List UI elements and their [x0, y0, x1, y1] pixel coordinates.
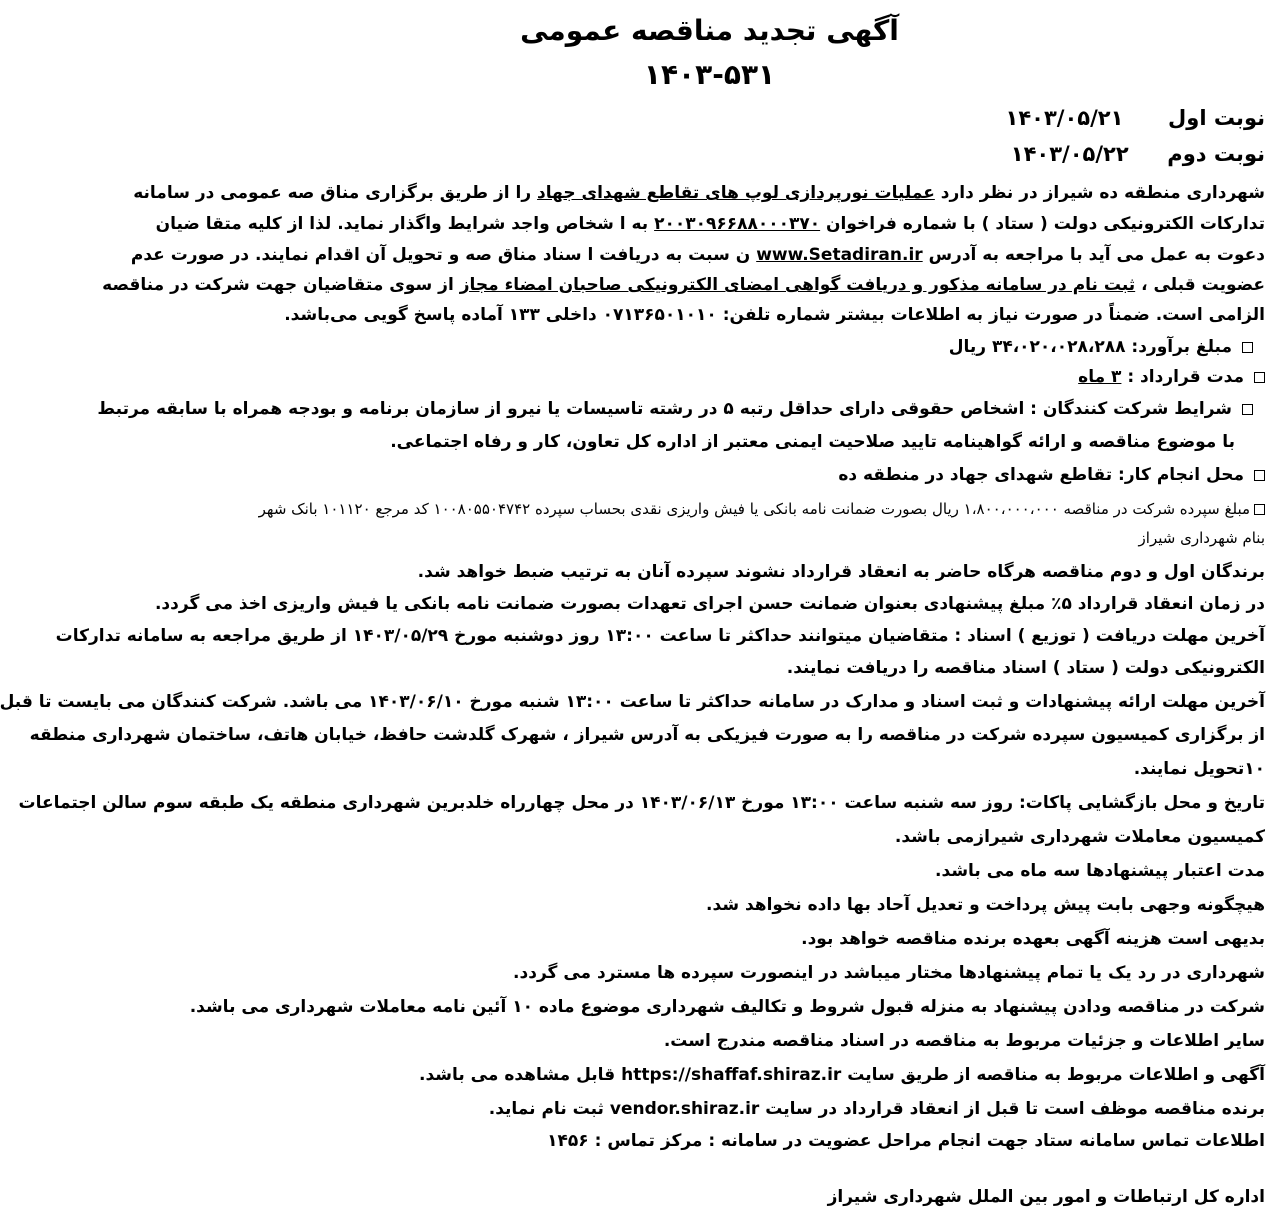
- call-number: ۲۰۰۳۰۹۶۶۸۸۰۰۰۳۷۰: [654, 214, 821, 234]
- paragraph-line: سایر اطلاعات و جزئیات مربوط به مناقصه در اسناد مناقصه مندرج است.: [663, 1031, 1265, 1051]
- paragraph-line: در زمان انعقاد قرارداد ۵٪ مبلغ پیشنهادی بعنوان ضمانت حسن اجرای تعهدات بصورت ضمانت نامه بانکی یا فیش واریزی اخذ می گردد.: [154, 594, 1265, 614]
- checkbox-bullet-icon: [1242, 342, 1253, 353]
- paragraph-line: کمیسیون معاملات شهرداری شیرازمی باشد.: [894, 827, 1265, 847]
- intro-text: تدارکات الکترونیکی دولت ( ستاد ) با شماره فراخوان: [820, 214, 1265, 234]
- intro-text: به ا شخاص واجد شرایط واگذار نماید. لذا از کلیه متقا ضیان: [155, 214, 655, 234]
- paragraph-line: آگهی و اطلاعات مربوط به مناقصه از طریق سایت https://shaffaf.shiraz.ir قابل مشاهده می باشد.: [419, 1065, 1265, 1085]
- paragraph-line: آخرین مهلت ارائه پیشنهادات و ثبت اسناد و مدارک در سامانه حداکثر تا ساعت ۱۳:۰۰ شنبه مورخ ۱۴۰۳/۰۶/۱۰ می باشد. شرکت کنندگان می بایست تا قبل: [0, 692, 1265, 712]
- registration-requirement: ثبت نام در سامانه مذکور و دریافت گواهی امضای الکترونیکی صاحبان امضاء مجاز: [459, 275, 1136, 295]
- intro-line-2: [154, 212, 1265, 236]
- round-first: [154, 104, 1265, 132]
- paragraph-line: شهرداری در رد یک یا تمام پیشنهادها مختار میباشد در اینصورت سپرده ها مسترد می گردد.: [513, 963, 1265, 983]
- paragraph-line: اطلاعات تماس سامانه ستاد جهت انجام مراحل عضویت در سامانه : مرکز تماس : ۱۴۵۶: [547, 1131, 1265, 1151]
- paragraph-line: آخرین مهلت دریافت ( توزیع ) اسناد : متقاضیان میتوانند حداکثر تا ساعت ۱۳:۰۰ روز دوشنبه مورخ ۱۴۰۳/۰۵/۲۹ از طریق مراجعه به سامانه تدارکات: [55, 626, 1265, 646]
- estimate-text: مبلغ برآورد: ۳۴،۰۲۰،۰۲۸،۲۸۸ ریال: [948, 337, 1232, 357]
- intro-text: دعوت به عمل می آید با مراجعه به آدرس: [922, 245, 1265, 265]
- estimate-item: [154, 335, 1253, 359]
- checkbox-bullet-icon: [1254, 372, 1265, 383]
- setad-url[interactable]: www.Setadiran.ir: [756, 245, 923, 265]
- duration-item: [154, 365, 1265, 389]
- paragraph-line: الکترونیکی دولت ( ستاد ) اسناد مناقصه را دریافت نمایند.: [786, 658, 1265, 678]
- round-label: نوبت اول: [1168, 106, 1265, 130]
- checkbox-bullet-icon: [1242, 404, 1253, 415]
- duration-value: ۳ ماه: [1078, 367, 1122, 387]
- paragraph-line: از برگزاری کمیسیون سپرده شرکت در مناقصه را به صورت فیزیکی به آدرس شیراز ، شهرک گلدشت حافظ، خیابان هاتف، ساختمان شهرداری منطقه: [29, 725, 1265, 745]
- deposit-line-2: بنام شهرداری شیراز: [1138, 529, 1265, 547]
- deposit-item: [154, 497, 1265, 521]
- intro-line-5: الزامی است. ضمناً در صورت نیاز به اطلاعات بیشتر شماره تلفن: ۰۷۱۳۶۵۰۱۰۱۰ داخلی ۱۳۳ آماده پاسخ گویی می‌باشد.: [284, 305, 1265, 325]
- paragraph-line: تاریخ و محل بازگشایی پاکات: روز سه شنبه ساعت ۱۳:۰۰ مورخ ۱۴۰۳/۰۶/۱۳ در محل چهارراه خلدبرین شهرداری منطقه یک طبقه سوم سالن اجتماعات: [18, 793, 1265, 813]
- issuer-footer: اداره کل ارتباطات و امور بین الملل شهرداری شیراز: [827, 1187, 1265, 1207]
- paragraph-line: برنده مناقصه موظف است تا قبل از انعقاد قرارداد در سایت vendor.shiraz.ir ثبت نام نماید.: [488, 1099, 1265, 1119]
- intro-text: ن سبت به دریافت ا سناد مناق صه و تحویل آن اقدام نمایند. در صورت عدم: [130, 245, 757, 265]
- paragraph-line: مدت اعتبار پیشنهادها سه ماه می باشد.: [935, 861, 1265, 881]
- paragraph-line: برندگان اول و دوم مناقصه هرگاه حاضر به انعقاد قرارداد نشوند سپرده آنان به ترتیب ضبط خواهد شد.: [417, 562, 1265, 582]
- intro-line-4: [102, 273, 1265, 297]
- round-label: نوبت دوم: [1167, 142, 1265, 166]
- intro-text: شهرداری منطقه ده شیراز در نظر دارد: [934, 183, 1265, 203]
- round-second: [154, 140, 1265, 168]
- paragraph-line: شرکت در مناقصه ودادن پیشنهاد به منزله قبول شروط و تکالیف شهرداری موضوع ماده ۱۰ آئین نامه معاملات شهرداری می باشد.: [189, 997, 1265, 1017]
- project-title: عملیات نورپردازی لوپ های تقاطع شهدای جهاد: [537, 183, 935, 203]
- conditions-item: [97, 397, 1253, 421]
- duration-label: مدت قرارداد :: [1121, 367, 1244, 387]
- round-date: ۱۴۰۳/۰۵/۲۲: [1010, 142, 1129, 166]
- paragraph-line: بدیهی است هزینه آگهی بعهده برنده مناقصه خواهد بود.: [801, 929, 1265, 949]
- conditions-line-2: با موضوع مناقصه و ارائه گواهینامه تایید صلاحیت ایمنی معتبر از اداره کل تعاون، کار و رفاه اجتماعی.: [390, 432, 1235, 452]
- deposit-text: مبلغ سپرده شرکت در مناقصه ۱،۸۰۰،۰۰۰،۰۰۰ ریال بصورت ضمانت نامه بانکی یا فیش واریزی نقدی بحساب سپرده ۱۰۰۸۰۵۵۰۴۷۴۲ کد مرجع ۱۰۱۱۲۰ بانک شهر: [258, 500, 1250, 518]
- intro-line-1: [133, 181, 1265, 205]
- location-text: محل انجام کار: تقاطع شهدای جهاد در منطقه ده: [838, 465, 1244, 485]
- round-date: ۱۴۰۳/۰۵/۲۱: [1005, 106, 1124, 130]
- intro-text: از سوی متقاضیان جهت شرکت در مناقصه: [102, 275, 460, 295]
- conditions-text: شرایط شرکت کنندگان : اشخاص حقوقی دارای حداقل رتبه ۵ در رشته تاسیسات یا نیرو از سازمان برنامه و بودجه همراه با سابقه مرتبط: [97, 399, 1232, 419]
- intro-line-3: [130, 243, 1265, 267]
- paragraph-line: هیچگونه وجهی بابت پیش پرداخت و تعدیل آحاد بها داده نخواهد شد.: [706, 895, 1265, 915]
- intro-text: را از طریق برگزاری مناق صه عمومی در سامانه: [133, 183, 538, 203]
- checkbox-bullet-icon: [1254, 504, 1265, 515]
- intro-text: عضویت قبلی ،: [1135, 275, 1265, 295]
- checkbox-bullet-icon: [1254, 470, 1265, 481]
- tender-number: ۱۴۰۳-۵۳۱: [643, 58, 776, 91]
- notice-title: آگهی تجدید مناقصه عمومی: [520, 14, 899, 47]
- location-item: [154, 463, 1265, 487]
- paragraph-line: ۱۰تحویل نمایند.: [1133, 759, 1265, 779]
